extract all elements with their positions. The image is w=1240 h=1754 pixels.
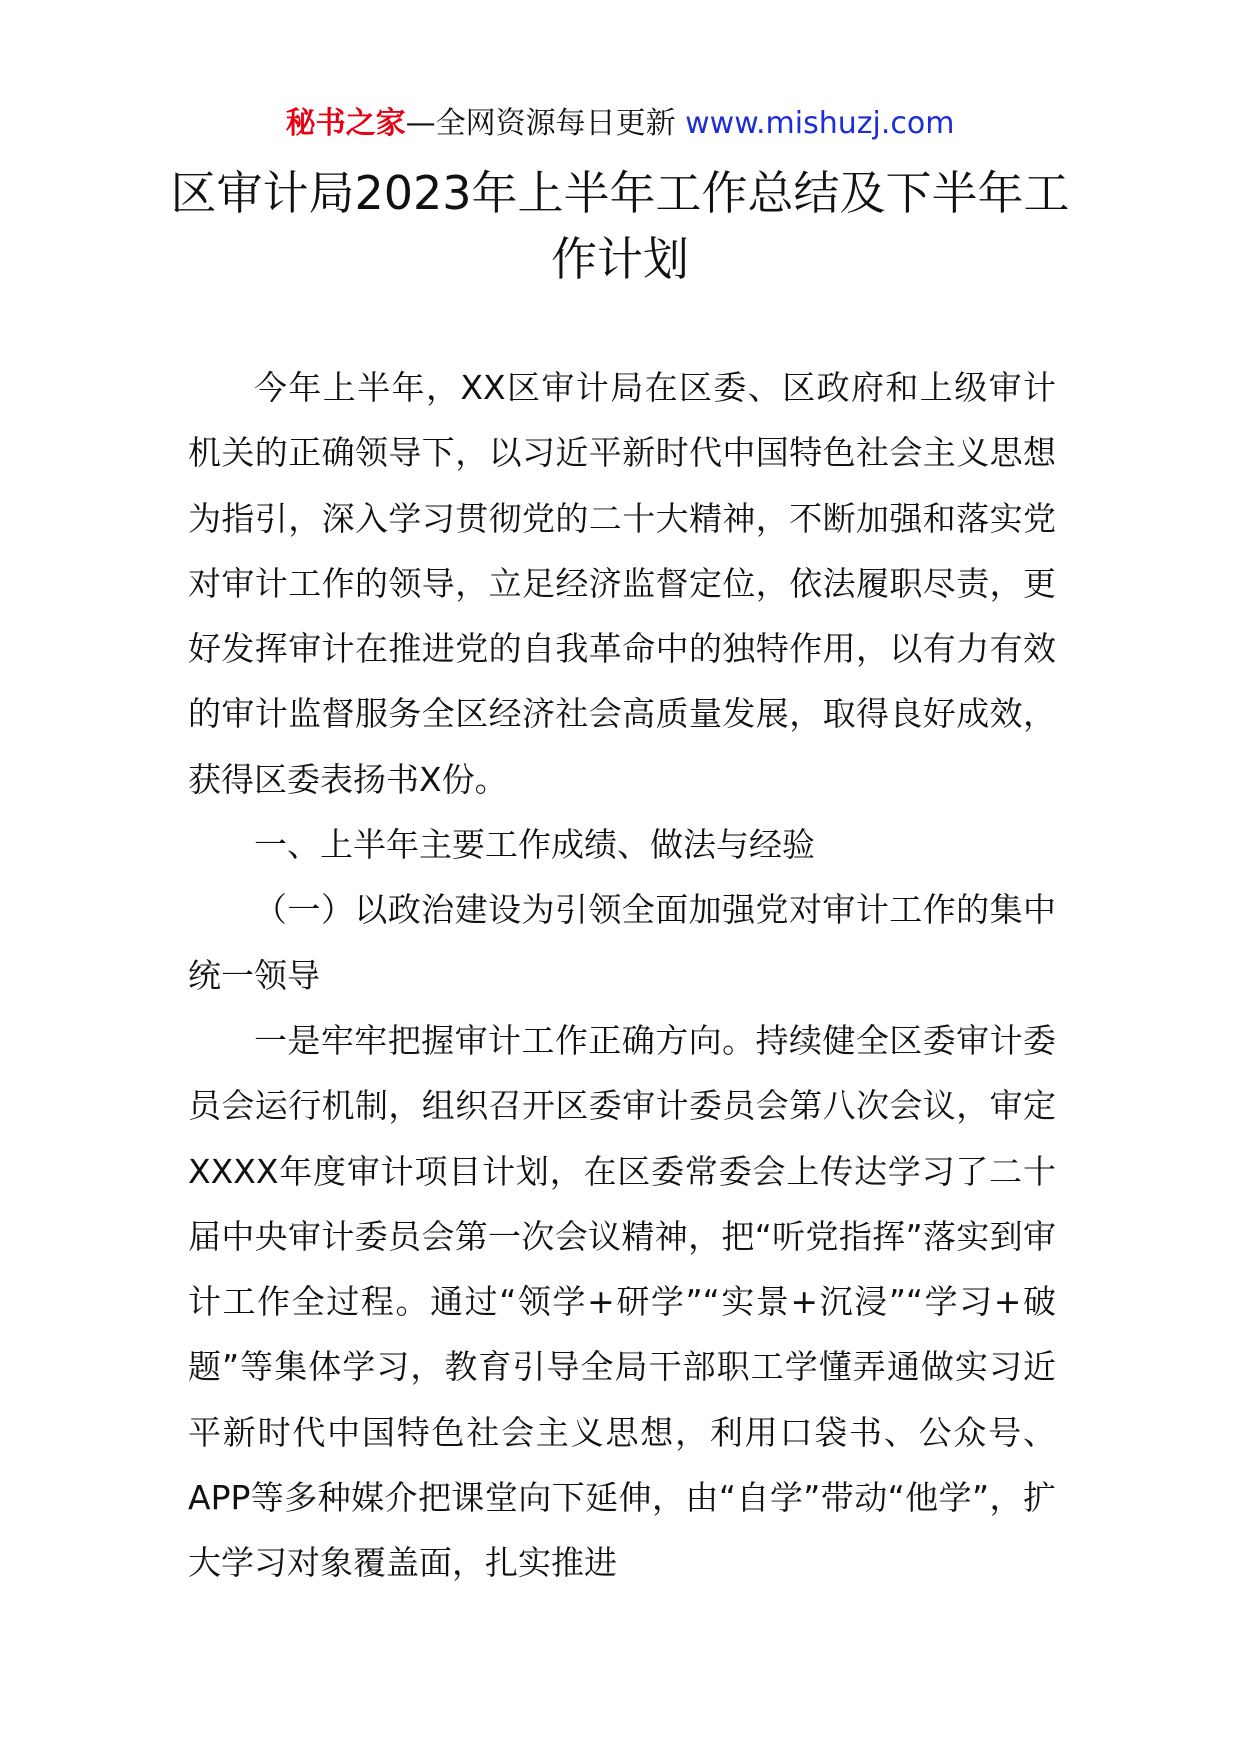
body-paragraph: 一是牢牢把握审计工作正确方向。持续健全区委审计委员会运行机制，组织召开区委审计委员会第八次会议，审定XXXX年度审计项目计划，在区委常委会上传达学习了二十届中央审计委员会第一次会议精神，把“听党指挥”落实到审计工作全过程。通过“领学+研学”“实景+沉浸”“学习+破题”等集体学习，教育引导全局干部职工学懂弄通做实习近平新时代中国特色社会主义思想，利用口袋书、公众号、APP等多种媒介把课堂向下延伸，由“自学”带动“他学”，扩大学习对象覆盖面，扎实推进 xyxy=(188,1020,1056,1583)
header-tagline: —全网资源每日更新 xyxy=(405,106,686,141)
site-url-link[interactable]: www.mishuzj.com xyxy=(685,106,955,141)
intro-paragraph: 今年上半年，XX区审计局在区委、区政府和上级审计机关的正确领导下，以习近平新时代中国特色社会主义思想为指引，深入学习贯彻党的二十大精神，不断加强和落实党对审计工作的领导，立足经济监督定位，依法履职尽责，更好发挥审计在推进党的自我革命中的独特作用，以有力有效的审计监督服务全区经济社会高质量发展，取得良好成效，获得区委表扬书X份。 xyxy=(188,368,1056,799)
subsection-heading: （一）以政治建设为引领全面加强党对审计工作的集中统一领导 xyxy=(188,890,1056,995)
brand-name: 秘书之家 xyxy=(285,106,406,141)
document-body xyxy=(188,355,1056,1596)
section-heading: 一、上半年主要工作成绩、做法与经验 xyxy=(254,825,815,865)
watermark-header xyxy=(0,100,1240,148)
document-title: 区审计局2023年上半年工作总结及下半年工作计划 xyxy=(170,166,1070,286)
